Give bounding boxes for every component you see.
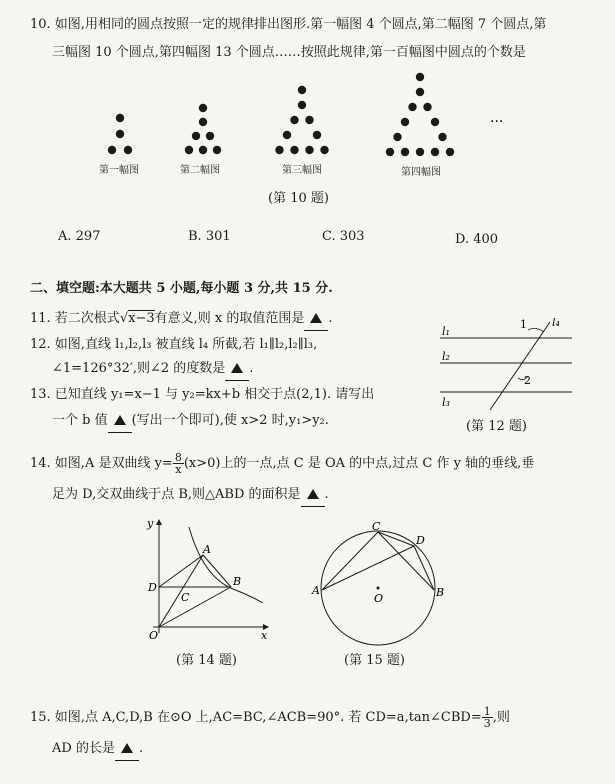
q14-line1	[30, 452, 534, 475]
fraction-denominator: x	[175, 463, 182, 476]
dot	[386, 148, 394, 156]
q15-end: .	[138, 741, 144, 756]
q10-line1: 10. 如图,用相同的圆点按照一定的规律排出图形.第一幅图 4 个圆点,第二幅图 7 个圆点,第	[30, 17, 547, 32]
point-a-label: A	[312, 584, 320, 597]
answer-triangle-icon	[310, 313, 322, 323]
angle-2-label: 2	[524, 374, 531, 387]
figure-label-3: 第三幅图	[282, 165, 322, 176]
dot	[446, 148, 454, 156]
q14-end: .	[324, 487, 329, 502]
fraction-1-over-3	[482, 706, 493, 729]
x-axis-label: x	[261, 629, 268, 642]
fraction-8-over-x	[173, 452, 184, 475]
y-axis-label: y	[147, 517, 154, 530]
q10-option-c: C. 303	[322, 229, 365, 244]
line-l3-label: l₃	[442, 396, 450, 409]
dot	[290, 116, 298, 124]
figure-3-dots	[275, 86, 328, 154]
q12-caption: (第 12 题)	[466, 419, 527, 434]
answer-blank	[115, 738, 139, 761]
q12-line1: 12. 如图,直线 l₁,l₂,l₃ 被直线 l₄ 所截,若 l₁∥l₂,l₂∥l₃,	[30, 337, 318, 352]
figure-4-dots	[386, 73, 454, 156]
fraction-numerator: 8	[174, 451, 182, 464]
dot	[275, 146, 283, 154]
point-c-label: C	[372, 522, 381, 533]
q14-line2	[52, 484, 329, 507]
q10-option-a: A. 297	[58, 229, 101, 244]
section-2-heading: 二、填空题:本大题共 5 小题,每小题 3 分,共 15 分.	[30, 281, 333, 296]
dot	[199, 118, 207, 126]
answer-blank	[225, 358, 249, 381]
answer-triangle-icon	[114, 415, 126, 425]
point-c-label: C	[181, 591, 190, 604]
figure-label-4: 第四幅图	[401, 167, 441, 178]
q11	[30, 308, 332, 331]
q11-pre: 11. 若二次根式	[30, 311, 120, 326]
fraction-denominator: 3	[483, 717, 491, 730]
dot	[213, 146, 221, 154]
dot	[108, 146, 116, 154]
dot	[305, 116, 313, 124]
figure-2-dots	[185, 104, 221, 154]
dot	[401, 118, 409, 126]
line-l1-label: l₁	[442, 325, 450, 338]
apex-dot	[298, 86, 306, 94]
q15-post: ,则	[492, 710, 510, 725]
q14-figure	[145, 515, 285, 645]
q11-radicand: x−3	[128, 311, 155, 326]
q13-line2-pre: 一个 b 值	[52, 413, 108, 428]
q14-pre: 14. 如图,A 是双曲线 y=	[30, 456, 173, 471]
dot	[124, 146, 132, 154]
dot	[423, 103, 431, 111]
dot	[320, 146, 328, 154]
dot	[199, 146, 207, 154]
dot	[283, 131, 291, 139]
point-b-label: B	[436, 586, 445, 599]
origin-label: O	[149, 629, 159, 642]
q15-pre: 15. 如图,点 A,C,D,B 在⊙O 上,AC=BC,∠ACB=90°. 若 CD=a,tan∠CBD=	[30, 710, 482, 725]
q12-line2-pre: ∠1=126°32′,则∠2 的度数是	[52, 361, 226, 376]
dot	[298, 101, 306, 109]
q13-line2	[52, 410, 329, 433]
q15-caption: (第 15 题)	[344, 653, 405, 668]
apex-dot	[199, 104, 207, 112]
dot	[431, 118, 439, 126]
q10-caption: (第 10 题)	[268, 191, 329, 206]
point-b-label: B	[233, 575, 242, 588]
dot	[401, 148, 409, 156]
angle-1-label: 1	[520, 318, 527, 331]
answer-triangle-icon	[231, 363, 243, 373]
figure-label-2: 第二幅图	[180, 165, 220, 176]
dot	[431, 148, 439, 156]
sqrt-sign: √	[119, 311, 129, 326]
dot	[438, 133, 446, 141]
q10-line2: 三幅图 10 个圆点,第四幅图 13 个圆点……按照此规律,第一百幅图中圆点的个数是	[52, 45, 526, 60]
point-d-label: D	[416, 534, 425, 547]
point-a-label: A	[203, 543, 211, 556]
dot	[116, 130, 124, 138]
dots-ellipsis: ···	[490, 114, 504, 130]
q10-option-d: D. 400	[455, 232, 499, 247]
answer-blank	[301, 484, 325, 507]
q12-end: .	[249, 361, 254, 376]
q15-line2-pre: AD 的长是	[52, 741, 115, 756]
figure-label-1: 第一幅图	[99, 165, 139, 176]
point-d-label: D	[148, 581, 157, 594]
q15-line1	[30, 706, 510, 729]
answer-triangle-icon	[307, 489, 319, 499]
dot	[416, 148, 424, 156]
answer-triangle-icon	[121, 743, 133, 753]
dot	[305, 146, 313, 154]
dot	[408, 103, 416, 111]
dot	[206, 132, 214, 140]
dot	[185, 146, 193, 154]
q11-end: .	[328, 311, 333, 326]
q14-line2-pre: 足为 D,交双曲线于点 B,则△ABD 的面积是	[52, 487, 301, 502]
fraction-numerator: 1	[483, 705, 491, 718]
answer-blank	[304, 308, 328, 331]
q11-post: 有意义,则 x 的取值范围是	[154, 311, 305, 326]
apex-dot	[116, 114, 124, 122]
answer-blank	[108, 410, 132, 433]
dot	[290, 146, 298, 154]
q12-figure	[432, 318, 582, 418]
q14-mid: (x>0)上的一点,点 C 是 OA 的中点,过点 C 作 y 轴的垂线,垂	[183, 456, 535, 471]
line-l2-label: l₂	[442, 350, 450, 363]
q15-figure	[310, 522, 450, 652]
line-l4-label: l₄	[552, 318, 560, 329]
q15-line2	[52, 738, 143, 761]
apex-dot	[416, 73, 424, 81]
dot	[393, 133, 401, 141]
dot	[313, 131, 321, 139]
q10-option-b: B. 301	[188, 229, 231, 244]
q14-caption: (第 14 题)	[176, 653, 237, 668]
figure-1-dots	[108, 114, 132, 154]
q13-line2-post: (写出一个即可),使 x>2 时,y₁>y₂.	[131, 413, 329, 428]
dot	[416, 88, 424, 96]
q13-line1: 13. 已知直线 y₁=x−1 与 y₂=kx+b 相交于点(2,1). 请写出	[30, 387, 375, 402]
q12-line2	[52, 358, 253, 381]
center-o-label: O	[374, 592, 384, 605]
dot	[192, 132, 200, 140]
